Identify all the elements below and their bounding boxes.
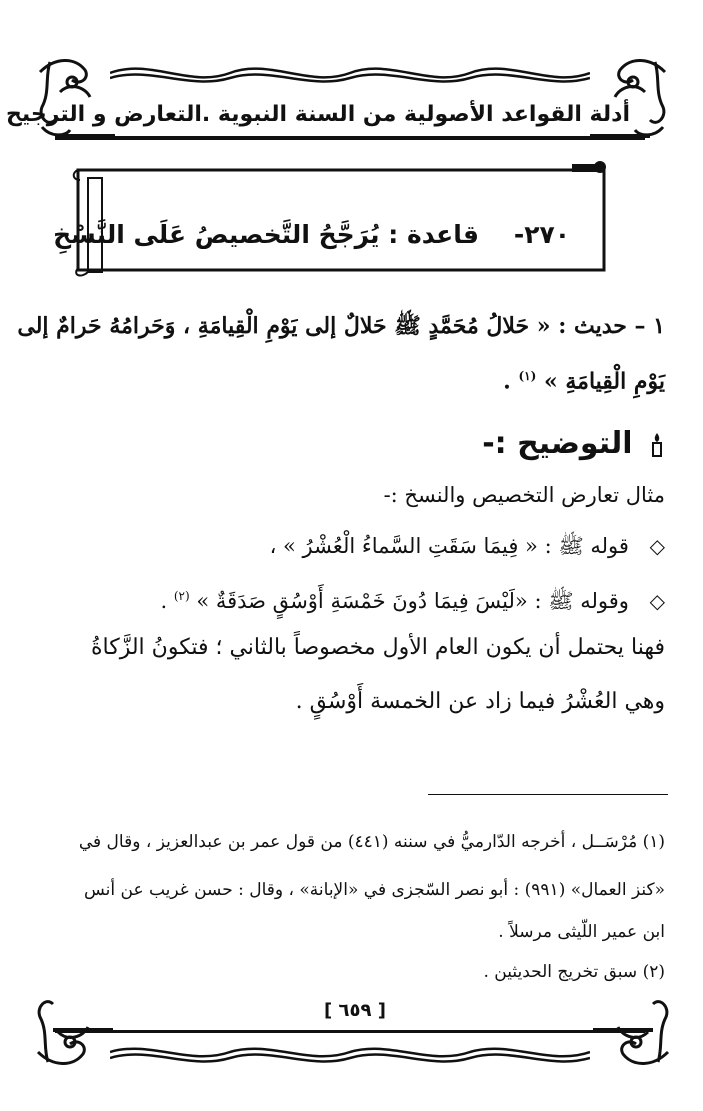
paragraph-line-2: وهي العُشْرُ فيما زاد عن الخمسة أَوْسُقٍ . [295, 689, 665, 714]
footnote-ref-2: (٢) [173, 589, 190, 603]
hadith-line-2-text: يَوْمِ الْقِيامَةِ » [543, 368, 665, 395]
rule-title [53, 210, 570, 260]
rule-number: ٢٧٠- [513, 220, 570, 249]
bullet-1-text: قوله ﷺ : « فِيمَا سَقَتِ السَّماءُ الْعُشْرُ » ، [269, 534, 629, 558]
footer-rule [55, 1030, 645, 1033]
bullet-2 [160, 578, 665, 614]
bullet-2-text: وقوله ﷺ : «لَيْسَ فِيمَا دُونَ خَمْسَةِ أَوْسُقٍ صَدَقَةٌ » [196, 589, 629, 613]
hadith-line-2 [503, 356, 665, 396]
diamond-bullet-icon: ◇ [649, 589, 665, 613]
footnote-separator [428, 794, 668, 795]
footnote-1-line-2: «كنز العمال» (٩٩١) : أبو نصر السّجزى في «الإبانة» ، وقال : حسن غريب عن أنس [83, 880, 665, 900]
footnote-1-line-3: ابن عمير اللّيثى مرسلاً . [498, 922, 665, 942]
footnote-ref-1: (١) [518, 369, 537, 383]
candle-icon [649, 432, 665, 458]
example-intro: مثال تعارض التخصيص والنسخ :- [383, 483, 665, 507]
bullet-1 [270, 528, 665, 564]
hadith-line-1: ١ – حديث : « حَلالُ مُحَمَّدٍ ﷺ حَلالٌ إلى يَوْمِ الْقِيامَةِ ، وَحَرامُهُ حَرامٌ إلى [17, 313, 665, 339]
bullet-2-end: . [160, 589, 168, 613]
top-scroll-band-icon [110, 58, 590, 88]
explanation-heading-text: التوضيح :- [482, 426, 633, 461]
rule-text: قاعدة : يُرَجَّحُ التَّخصيصُ عَلَى النَّسْخِ [53, 220, 479, 249]
bottom-scroll-band-icon [110, 1040, 590, 1070]
paragraph-line-1: فهنا يحتمل أن يكون العام الأول مخصوصاً بالثاني ؛ فتكونُ الزَّكاةُ [91, 635, 665, 660]
footnote-2: (٢) سبق تخريج الحديثين . [483, 962, 665, 982]
page-number: [ ٦٥٩ ] [324, 1000, 386, 1021]
hadith-line-2-end: . [503, 368, 511, 395]
explanation-heading [482, 420, 665, 468]
running-header-title: أدلة القواعد الأصولية من السنة النبوية .التعارض و الترجيح [6, 102, 630, 127]
header-rule [55, 136, 645, 140]
diamond-bullet-icon: ◇ [649, 534, 665, 558]
footnote-1-line-1: (١) مُرْسَــل ، أخرجه الدّارميُّ في سننه (٤٤١) من قول عمر بن عبدالعزيز ، وقال في [78, 832, 665, 852]
